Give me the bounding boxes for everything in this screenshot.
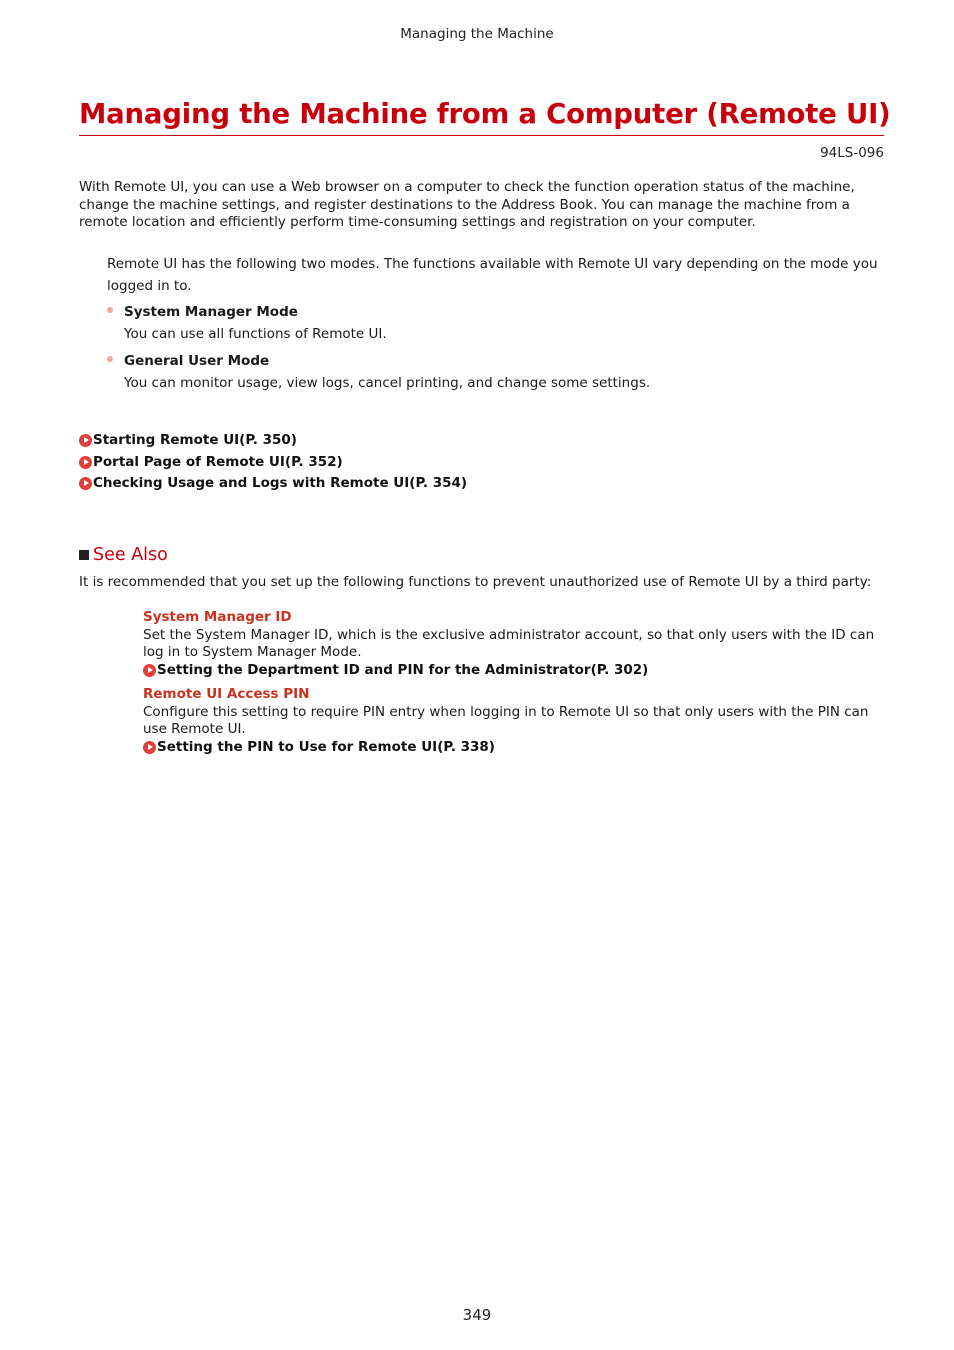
page-number: 349: [462, 1306, 492, 1324]
dot-icon: [107, 307, 113, 313]
circle-arrow-icon: [143, 741, 156, 754]
dot-icon: [107, 356, 113, 362]
item-description: Set the System Manager ID, which is the exclusive administrator account, so that only users with the ID can log in to System Manager Mode.: [143, 626, 875, 660]
modes-intro: Remote UI has the following two modes. The functions available with Remote UI vary depending on the mode you logged in to.: [107, 256, 878, 294]
square-icon: [79, 550, 89, 560]
link-department-id-pin[interactable]: Setting the Department ID and PIN for the Administrator(P. 302): [143, 662, 885, 680]
intro-paragraph: With Remote UI, you can use a Web browser on a computer to check the function operation status of the machine, change the machine settings, and register destinations to the Address Book. You can manage the machine from a remote location and efficiently perform time-consuming settings and registration on your computer.: [79, 179, 855, 230]
page-title: Managing the Machine from a Computer (Remote UI): [79, 98, 891, 130]
title-rule: [79, 135, 884, 136]
item-description: Configure this setting to require PIN entry when logging in to Remote UI so that only users with the PIN can use Remote UI.: [143, 703, 869, 737]
mode-title: General User Mode: [124, 353, 270, 369]
see-also-text: It is recommended that you set up the following functions to prevent unauthorized use of Remote UI by a third party:: [79, 574, 872, 590]
circle-arrow-icon: [79, 434, 92, 447]
item-title: System Manager ID: [143, 609, 292, 625]
circle-arrow-icon: [143, 664, 156, 677]
mode-description: You can monitor usage, view logs, cancel printing, and change some settings.: [124, 375, 651, 391]
mode-item-system-manager: [107, 301, 887, 345]
see-also-item-remote-ui-pin: [143, 686, 885, 756]
mode-item-general-user: [107, 350, 887, 394]
related-links: [79, 430, 467, 495]
link-starting-remote-ui[interactable]: Starting Remote UI(P. 350): [79, 430, 467, 452]
document-id: 94LS-096: [820, 145, 884, 161]
see-also-item-system-manager-id: [143, 609, 885, 679]
mode-title: System Manager Mode: [124, 304, 298, 320]
see-also-heading: See Also: [79, 543, 168, 567]
circle-arrow-icon: [79, 477, 92, 490]
item-title: Remote UI Access PIN: [143, 686, 310, 702]
circle-arrow-icon: [79, 456, 92, 469]
link-portal-page[interactable]: Portal Page of Remote UI(P. 352): [79, 452, 467, 474]
link-remote-ui-pin[interactable]: Setting the PIN to Use for Remote UI(P. 338): [143, 739, 885, 757]
link-checking-usage[interactable]: Checking Usage and Logs with Remote UI(P. 354): [79, 473, 467, 495]
mode-description: You can use all functions of Remote UI.: [124, 326, 387, 342]
running-header: Managing the Machine: [400, 26, 554, 42]
